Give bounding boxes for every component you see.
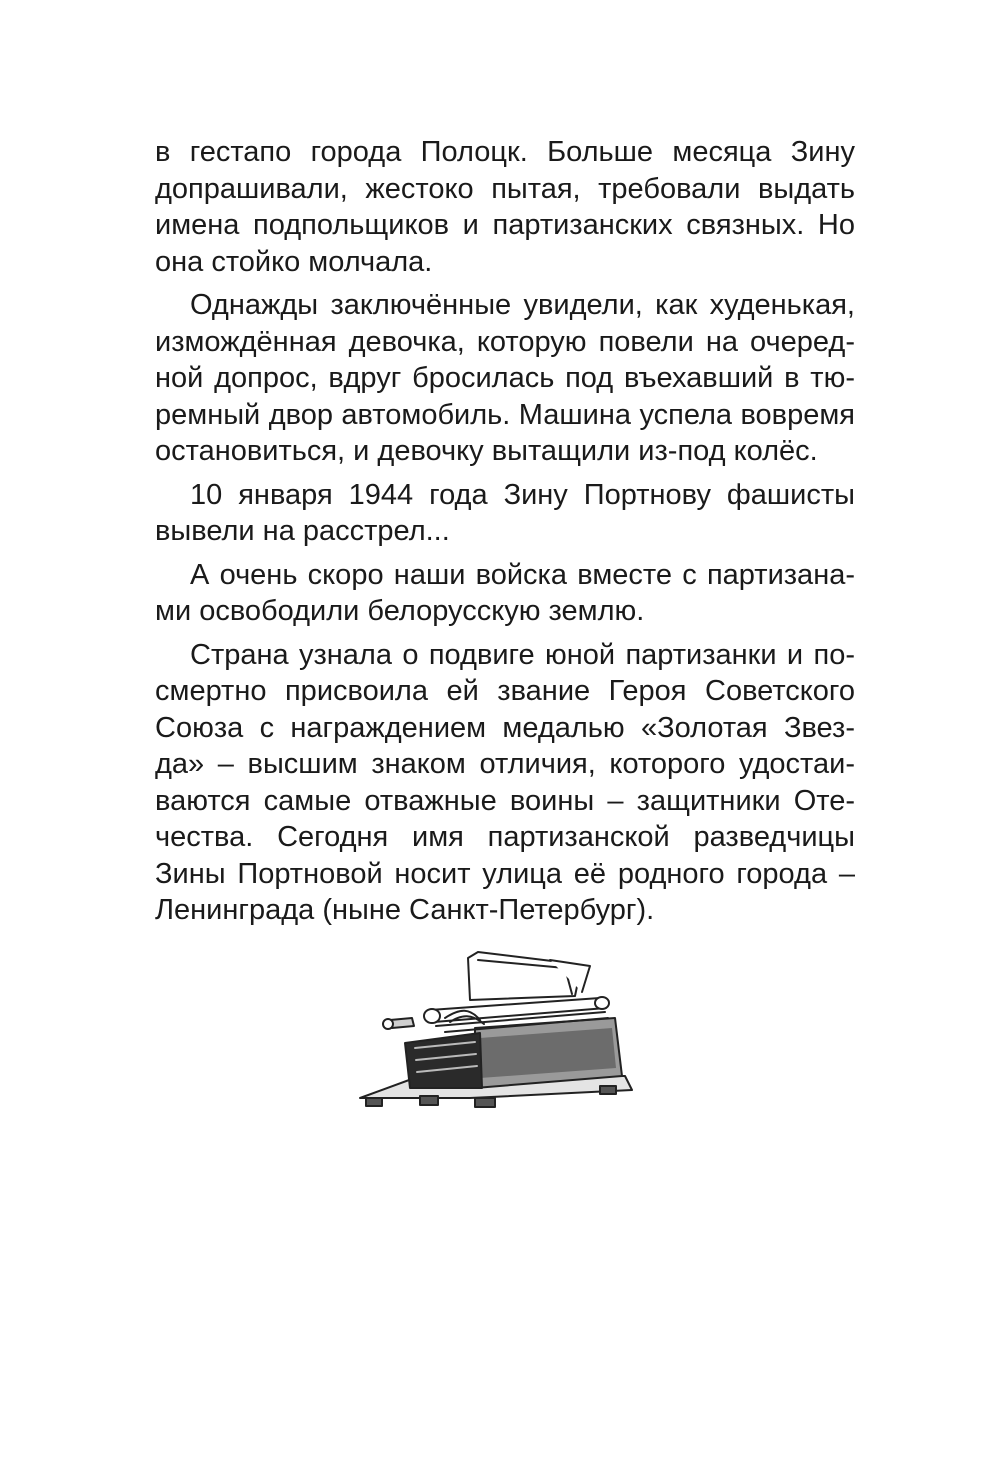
paragraph-4 xyxy=(155,557,855,630)
paragraph-3 xyxy=(155,477,855,550)
text-line: А очень скоро наши войска вместе с партизана- xyxy=(190,558,855,591)
text-line: она стойко молчала. xyxy=(155,245,433,278)
text-line: Зины Портновой носит улица её родного города – xyxy=(155,857,855,890)
body-text xyxy=(155,134,855,936)
text-line: Страна узнала о подвиге юной партизанки и по- xyxy=(190,638,855,671)
text-line: ми освободили белорусскую землю. xyxy=(155,595,645,627)
paragraph-5 xyxy=(155,637,855,929)
text-line: измождённая девочка, которую повели на очеред- xyxy=(155,325,855,358)
text-line: смертно присвоила ей звание Героя Советского xyxy=(155,675,855,707)
text-line: ной допрос, вдруг бросилась под въехавший в тю- xyxy=(155,362,855,394)
text-line: чества. Сегодня имя партизанской разведчицы xyxy=(155,821,855,853)
paragraph-2 xyxy=(155,287,855,470)
text-line: да» – высшим знаком отличия, которого удостаи- xyxy=(155,748,855,780)
text-line: Союза с награждением медалью «Золотая Звез- xyxy=(155,711,855,744)
text-line: Однажды заключённые увидели, как худенькая, xyxy=(190,289,855,321)
text-line: остановиться, и девочку вытащили из-под колёс. xyxy=(155,435,818,467)
text-line: ремный двор автомобиль. Машина успела вовремя xyxy=(155,398,855,431)
text-line: в гестапо города Полоцк. Больше месяца Зину xyxy=(155,136,855,168)
text-line: Ленинграда (ныне Санкт-Петербург). xyxy=(155,894,655,926)
text-line: допрашивали, жестоко пытая, требовали выдать xyxy=(155,172,855,205)
text-line: имена подпольщиков и партизанских связных. Но xyxy=(155,209,855,241)
typewriter-icon xyxy=(350,948,640,1118)
text-line: 10 января 1944 года Зину Портнову фашисты xyxy=(190,478,855,511)
text-line: ваются самые отважные воины – защитники Оте- xyxy=(155,784,855,817)
text-line: вывели на расстрел... xyxy=(155,515,450,547)
paragraph-1 xyxy=(155,134,855,280)
